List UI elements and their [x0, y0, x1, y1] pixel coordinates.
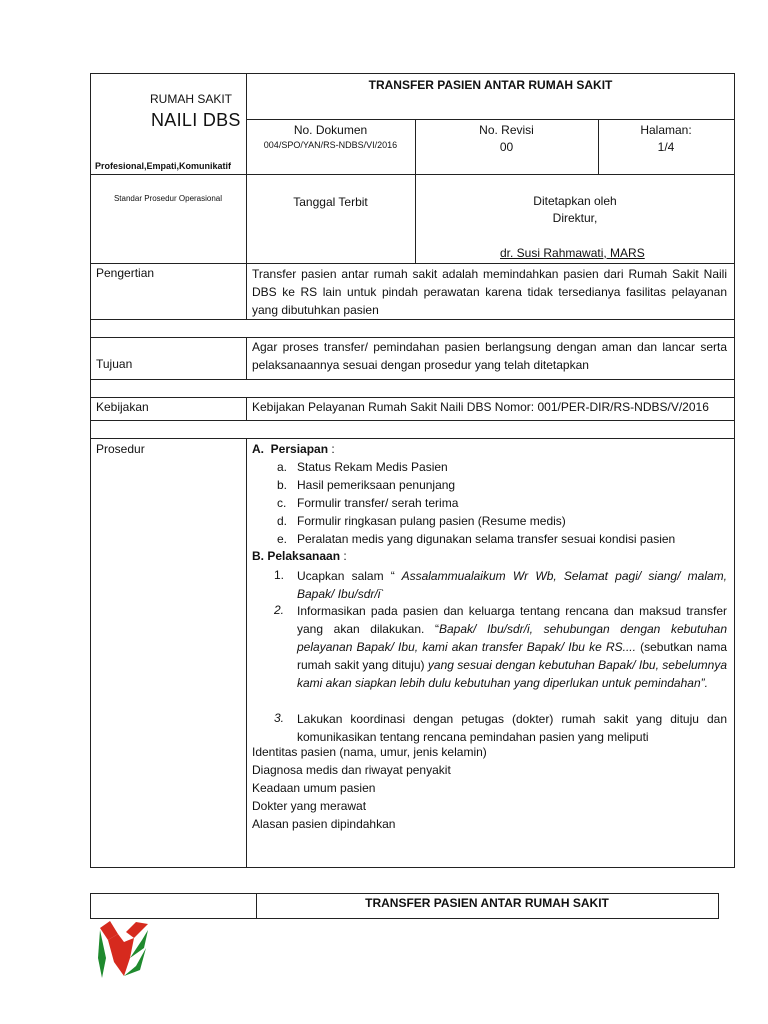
hospital-motto: Profesional,Empati,Komunikatif [95, 161, 232, 171]
no-revisi-label: No. Revisi [479, 123, 534, 137]
no-dokumen-label: No. Dokumen [293, 123, 368, 137]
table-border-top [90, 893, 719, 894]
column-divider [246, 397, 247, 420]
step-3-text: Lakukan koordinasi dengan petugas (dokter) rumah sakit yang dituju dan komunikasikan tentang rencana pemindahan pasien yang meliputi [297, 712, 727, 744]
title-divider [246, 119, 735, 120]
tujuan-label: Tujuan [96, 357, 133, 371]
hospital-name: NAILI DBS [151, 110, 241, 130]
procedure-line: Identitas pasien (nama, umur, jenis kelamin) [252, 745, 487, 759]
hospital-label: RUMAH SAKIT [150, 92, 233, 106]
list-marker: d. [277, 514, 288, 528]
step-marker: 2. [274, 603, 285, 617]
column-divider [246, 438, 247, 868]
pelaksanaan-heading [252, 549, 347, 563]
persiapan-heading [252, 442, 335, 456]
header-divider [90, 174, 735, 175]
tujuan-text: Agar proses transfer/ pemindahan pasien berlangsung dengan aman dan lancar serta pelaksanaannya sesuai dengan prosedur yang telah ditetapkan [252, 340, 727, 372]
list-marker: c. [277, 496, 287, 510]
table-border-bottom [90, 918, 719, 919]
halaman-value: 1/4 [657, 140, 675, 154]
prosedur-label: Prosedur [96, 442, 145, 456]
table-border-right [718, 893, 719, 919]
step-2-lead: Informasikan pada pasien dan keluarga tentang rencana dan maksud transfer yang akan dilakukan. “ [297, 604, 727, 636]
spo-label: Standar Prosedur Operasional [113, 194, 223, 203]
pelaksanaan-title: B. Pelaksanaan [252, 549, 341, 563]
no-dokumen-value: 004/SPO/YAN/RS-NDBS/VI/2016 [263, 140, 398, 150]
direktur-label: Direktur, [552, 211, 598, 225]
signatory-name: dr. Susi Rahmawati, MARS [500, 246, 645, 260]
list-marker: b. [277, 478, 288, 492]
document-title: TRANSFER PASIEN ANTAR RUMAH SAKIT [365, 896, 609, 910]
list-item: Formulir ringkasan pulang pasien (Resume medis) [297, 514, 566, 528]
row-divider [90, 397, 735, 398]
list-marker: a. [277, 460, 288, 474]
row-divider [90, 438, 735, 439]
kebijakan-label: Kebijakan [96, 400, 149, 414]
list-item: Hasil pemeriksaan penunjang [297, 478, 456, 492]
hospital-logo [96, 918, 152, 984]
list-item: Peralatan medis yang digunakan selama transfer sesuai kondisi pasien [297, 532, 676, 546]
table-border-top [90, 73, 735, 74]
meta-divider [90, 263, 735, 264]
step-2-note: (sebutkan nama rumah sakit yang dituju) [297, 640, 727, 672]
ditetapkan-label: Ditetapkan oleh [533, 194, 617, 208]
column-divider [246, 337, 247, 379]
procedure-line: Diagnosa medis dan riwayat penyakit [252, 763, 451, 777]
procedure-line: Keadaan umum pasien [252, 781, 376, 795]
step-2-script-end: yang sesuai dengan kebutuhan Bapak/ Ibu, sebelumnya kami akan siapkan lebih dulu kebutuhan yang diperlukan untuk pemindahan”. [297, 658, 728, 690]
procedure-line: Dokter yang merawat [252, 799, 367, 813]
table-border-left [90, 73, 91, 868]
tanggal-terbit-label: Tanggal Terbit [293, 195, 368, 209]
table-border-left [90, 893, 91, 919]
pengertian-label: Pengertian [96, 266, 155, 280]
persiapan-title: Persiapan [270, 442, 329, 456]
row-divider [90, 420, 735, 421]
step-2-script: Bapak/ Ibu/sdr/i, sehubungan dengan kebutuhan pelayanan Bapak/ Ibu, kami akan transfer Bapak/ Ibu ke RS.... [297, 622, 728, 654]
pelaksanaan-colon: : [340, 549, 347, 563]
kebijakan-text: Kebijakan Pelayanan Rumah Sakit Naili DBS Nomor: 001/PER-DIR/RS-NDBS/V/2016 [252, 400, 709, 414]
step-1-text [297, 567, 727, 603]
document-title: TRANSFER PASIEN ANTAR RUMAH SAKIT [368, 78, 613, 92]
table-border-right [734, 73, 735, 868]
row-divider [90, 379, 735, 380]
step-marker: 3. [274, 711, 285, 725]
list-item: Formulir transfer/ serah terima [297, 496, 459, 510]
table-border-bottom [90, 867, 735, 868]
step-marker: 1. [274, 568, 285, 582]
step-1-greeting: Assalammualaikum Wr Wb, Selamat pagi/ siang/ malam, Bapak/ Ibu/sdr/i` [297, 569, 727, 601]
persiapan-colon: : [328, 442, 335, 456]
step-2-text [297, 602, 727, 692]
row-divider [90, 319, 735, 320]
pengertian-text: Transfer pasien antar rumah sakit adalah memindahkan pasien dari Rumah Sakit Naili DBS ke RS lain untuk pindah perawatan karena tidak tersedianya fasilitas pelayanan yang dibutuhkan pasien [252, 267, 727, 317]
step-1-lead: Ucapkan salam “ [297, 569, 395, 583]
persiapan-marker: A. [252, 442, 264, 456]
procedure-line: Alasan pasien dipindahkan [252, 817, 396, 831]
halaman-label: Halaman: [640, 123, 692, 137]
list-marker: e. [277, 532, 288, 546]
list-item: Status Rekam Medis Pasien [297, 460, 448, 474]
no-revisi-value: 00 [499, 140, 514, 154]
